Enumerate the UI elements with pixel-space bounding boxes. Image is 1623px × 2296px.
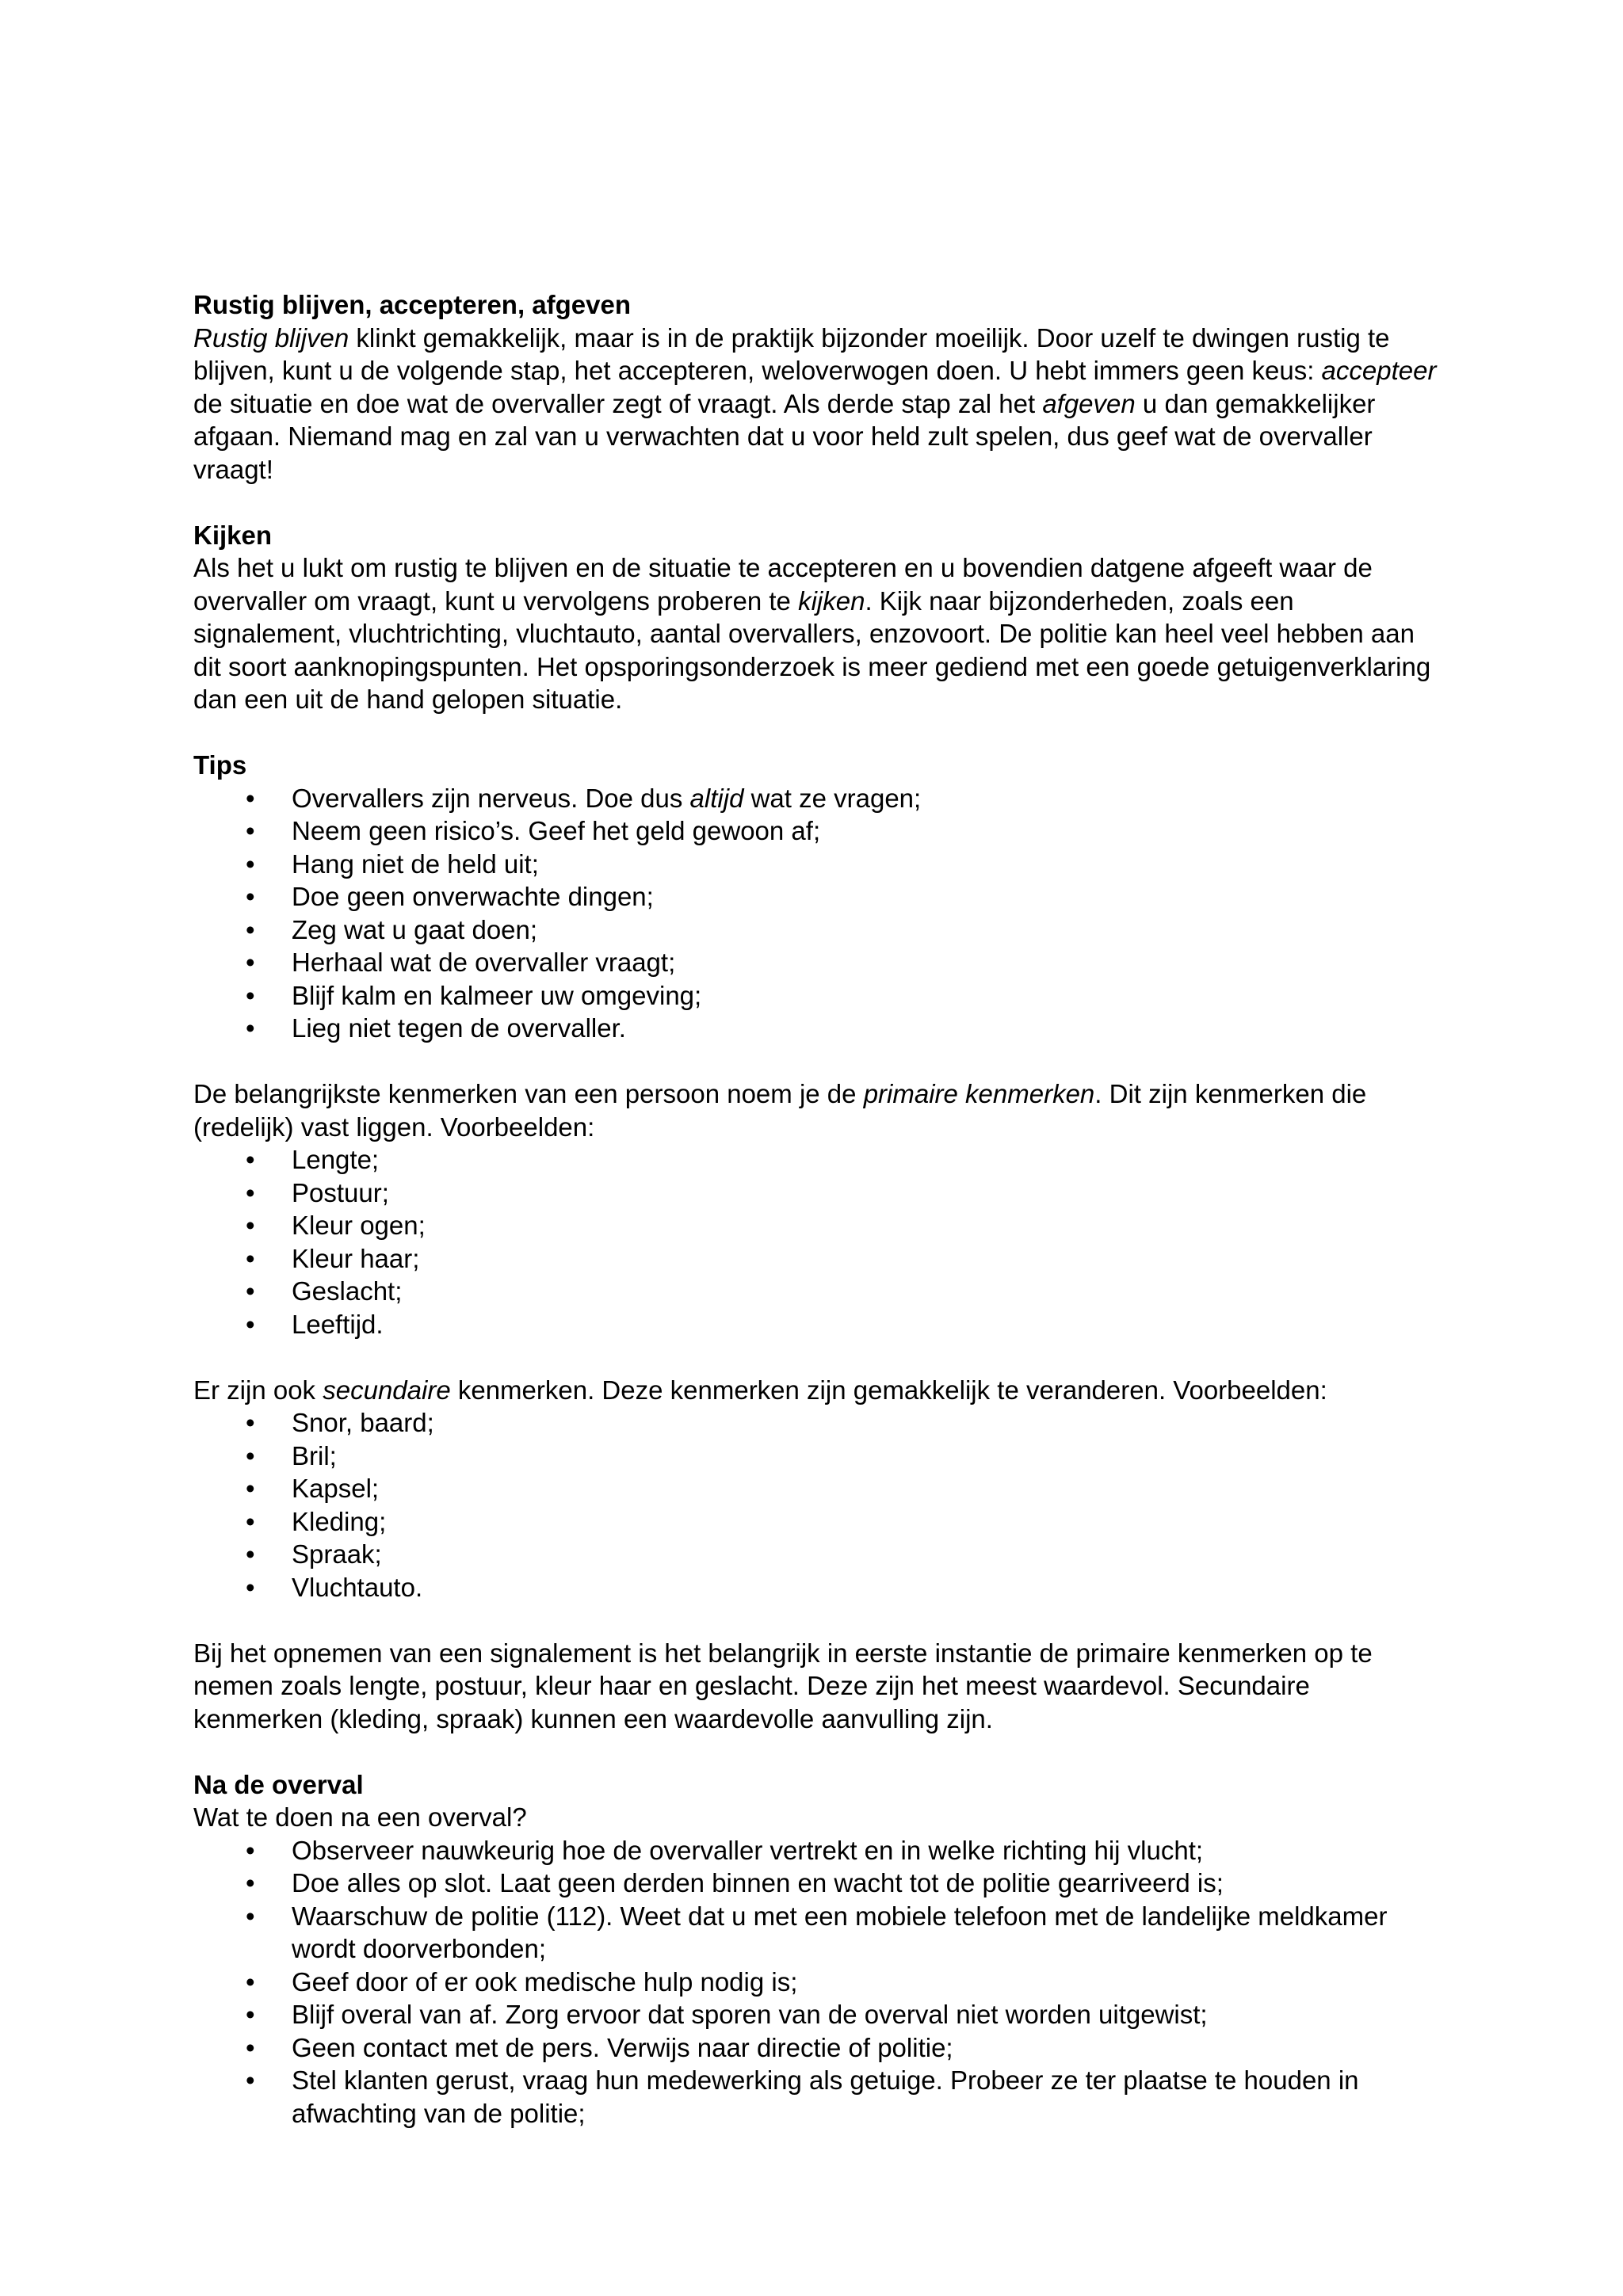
bullet-icon: • xyxy=(246,783,255,813)
bullet-icon: • xyxy=(246,816,255,845)
secundaire-kenmerken-list xyxy=(193,1406,1445,1604)
bullet-icon: • xyxy=(246,980,255,1010)
emphasis: primaire kenmerken xyxy=(863,1079,1095,1108)
list-item: • Lieg niet tegen de overvaller. xyxy=(193,1012,1445,1045)
primaire-kenmerken-list xyxy=(193,1143,1445,1341)
bullet-icon: • xyxy=(246,914,255,944)
bullet-icon: • xyxy=(246,1835,255,1865)
paragraph-primaire-kenmerken: De belangrijkste kenmerken van een persoon noem je de primaire kenmerken. Dit zijn kenmerken die (redelijk) vast liggen. Voorbeelden: xyxy=(193,1079,1367,1142)
list-item: • Geslacht; xyxy=(193,1275,1445,1308)
heading-rustig-blijven: Rustig blijven, accepteren, afgeven xyxy=(193,290,632,319)
list-item: • Blijf overal van af. Zorg ervoor dat sporen van de overval niet worden uitgewist; xyxy=(193,1998,1445,2031)
bullet-icon: • xyxy=(246,1276,255,1306)
spacer xyxy=(193,1604,1445,1637)
bullet-icon: • xyxy=(246,1539,255,1569)
list-item: • Snor, baard; xyxy=(193,1406,1445,1440)
heading-tips: Tips xyxy=(193,750,247,780)
bullet-icon: • xyxy=(246,2065,255,2095)
bullet-icon: • xyxy=(246,1243,255,1273)
bullet-icon: • xyxy=(246,1211,255,1240)
list-item: • Spraak; xyxy=(193,1538,1445,1571)
list-item: • Kleding; xyxy=(193,1505,1445,1539)
bullet-icon: • xyxy=(246,882,255,911)
bullet-icon: • xyxy=(246,1901,255,1931)
bullet-icon: • xyxy=(246,1177,255,1207)
emphasis: kijken xyxy=(798,585,865,616)
spacer xyxy=(193,1341,1445,1374)
list-item: • Observeer nauwkeurig hoe de overvaller vertrekt en in welke richting hij vlucht; xyxy=(193,1834,1445,1867)
heading-na-de-overval: Na de overval xyxy=(193,1769,364,1799)
list-item: • Herhaal wat de overvaller vraagt; xyxy=(193,946,1445,979)
bullet-icon: • xyxy=(246,2000,255,2029)
list-item: • Stel klanten gerust, vraag hun medewerking als getuige. Probeer ze ter plaatse te houden in afwachting van de politie; xyxy=(246,2065,1359,2128)
emphasis: accepteer xyxy=(1321,356,1437,385)
spacer xyxy=(193,1045,1445,1078)
bullet-icon: • xyxy=(246,1408,255,1437)
bullet-icon: • xyxy=(246,1013,255,1043)
list-item: • Postuur; xyxy=(193,1177,1445,1210)
bullet-icon: • xyxy=(246,1868,255,1897)
bullet-icon: • xyxy=(246,1506,255,1536)
list-item: • Waarschuw de politie (112). Weet dat u met een mobiele telefoon met de landelijke meldkamer wordt doorverbonden; xyxy=(246,1901,1388,1963)
tips-list xyxy=(193,782,1445,1045)
list-item: • Neem geen risico’s. Geef het geld gewoon af; xyxy=(193,814,1445,848)
emphasis: altijd xyxy=(689,783,744,813)
list-item: • Kleur ogen; xyxy=(193,1209,1445,1242)
list-item: • Geen contact met de pers. Verwijs naar directie of politie; xyxy=(193,2031,1445,2065)
paragraph-kijken: Als het u lukt om rustig te blijven en de situatie te accepteren en u bovendien datgene afgeeft waar de overvaller om vraagt, kunt u vervolgens proberen te kijken. Kijk naar bijzonderheden, zoals een signalement, vluchtrichting, vluchtauto, aantal overvallers, enzovoort. De politie kan heel veel hebben aan dit soort aanknopingspunten. Het opsporingsonderzoek is meer gediend met een goede getuigenverklaring dan een uit de hand gelopen situatie. xyxy=(193,553,1431,714)
list-item: • Overvallers zijn nerveus. Doe dus altijd wat ze vragen; xyxy=(193,782,1445,815)
heading-kijken: Kijken xyxy=(193,520,273,550)
bullet-icon: • xyxy=(246,1474,255,1503)
page-content xyxy=(193,288,1445,2130)
list-item: • Doe alles op slot. Laat geen derden binnen en wacht tot de politie gearriveerd is; xyxy=(193,1867,1445,1900)
list-item: • Kleur haar; xyxy=(193,1242,1445,1276)
bullet-icon: • xyxy=(246,849,255,879)
list-item: • Blijf kalm en kalmeer uw omgeving; xyxy=(193,979,1445,1013)
paragraph-secundaire-kenmerken: Er zijn ook secundaire kenmerken. Deze kenmerken zijn gemakkelijk te veranderen. Voorbeelden: xyxy=(193,1375,1327,1405)
list-item: • Geef door of er ook medische hulp nodig is; xyxy=(193,1966,1445,1999)
bullet-icon: • xyxy=(246,1309,255,1339)
na-de-overval-list xyxy=(193,1834,1445,2130)
emphasis: secundaire xyxy=(323,1375,451,1405)
spacer xyxy=(193,1735,1445,1768)
emphasis: afgeven xyxy=(1042,388,1136,418)
bullet-icon: • xyxy=(246,1572,255,1602)
bullet-icon: • xyxy=(246,948,255,977)
bullet-icon: • xyxy=(246,1145,255,1174)
list-item: • Bril; xyxy=(193,1440,1445,1473)
emphasis: Rustig blijven xyxy=(193,322,349,353)
list-item: • Kapsel; xyxy=(193,1472,1445,1505)
list-item: • Doe geen onverwachte dingen; xyxy=(193,880,1445,913)
paragraph-signalement: Bij het opnemen van een signalement is het belangrijk in eerste instantie de primaire kenmerken op te nemen zoals lengte, postuur, kleur haar en geslacht. Deze zijn het meest waardevol. Secundaire kenmerken (kleding, spraak) kunnen een waardevolle aanvulling zijn. xyxy=(193,1638,1373,1733)
list-item: • Hang niet de held uit; xyxy=(193,848,1445,881)
bullet-icon: • xyxy=(246,1966,255,1997)
list-item: • Zeg wat u gaat doen; xyxy=(193,913,1445,947)
spacer xyxy=(193,486,1445,519)
paragraph-rustig-blijven: Rustig blijven klinkt gemakkelijk, maar is in de praktijk bijzonder moeilijk. Door uzelf te dwingen rustig te blijven, kunt u de volgende stap, het accepteren, weloverwogen doen. U hebt immers geen keus: accepteer de situatie en doe wat de overvaller zegt of vraagt. Als derde stap zal het afgeven u dan gemakkelijker afgaan. Niemand mag en zal van u verwachten dat u voor held zult spelen, dus geef wat de overvaller vraagt! xyxy=(193,322,1437,484)
spacer xyxy=(193,716,1445,749)
paragraph-na-de-overval-intro: Wat te doen na een overval? xyxy=(193,1802,527,1832)
list-item: • Vluchtauto. xyxy=(193,1571,1445,1604)
list-item: • Lengte; xyxy=(193,1143,1445,1177)
list-item: • Leeftijd. xyxy=(193,1308,1445,1341)
bullet-icon: • xyxy=(246,1440,255,1470)
bullet-icon: • xyxy=(246,2032,255,2062)
